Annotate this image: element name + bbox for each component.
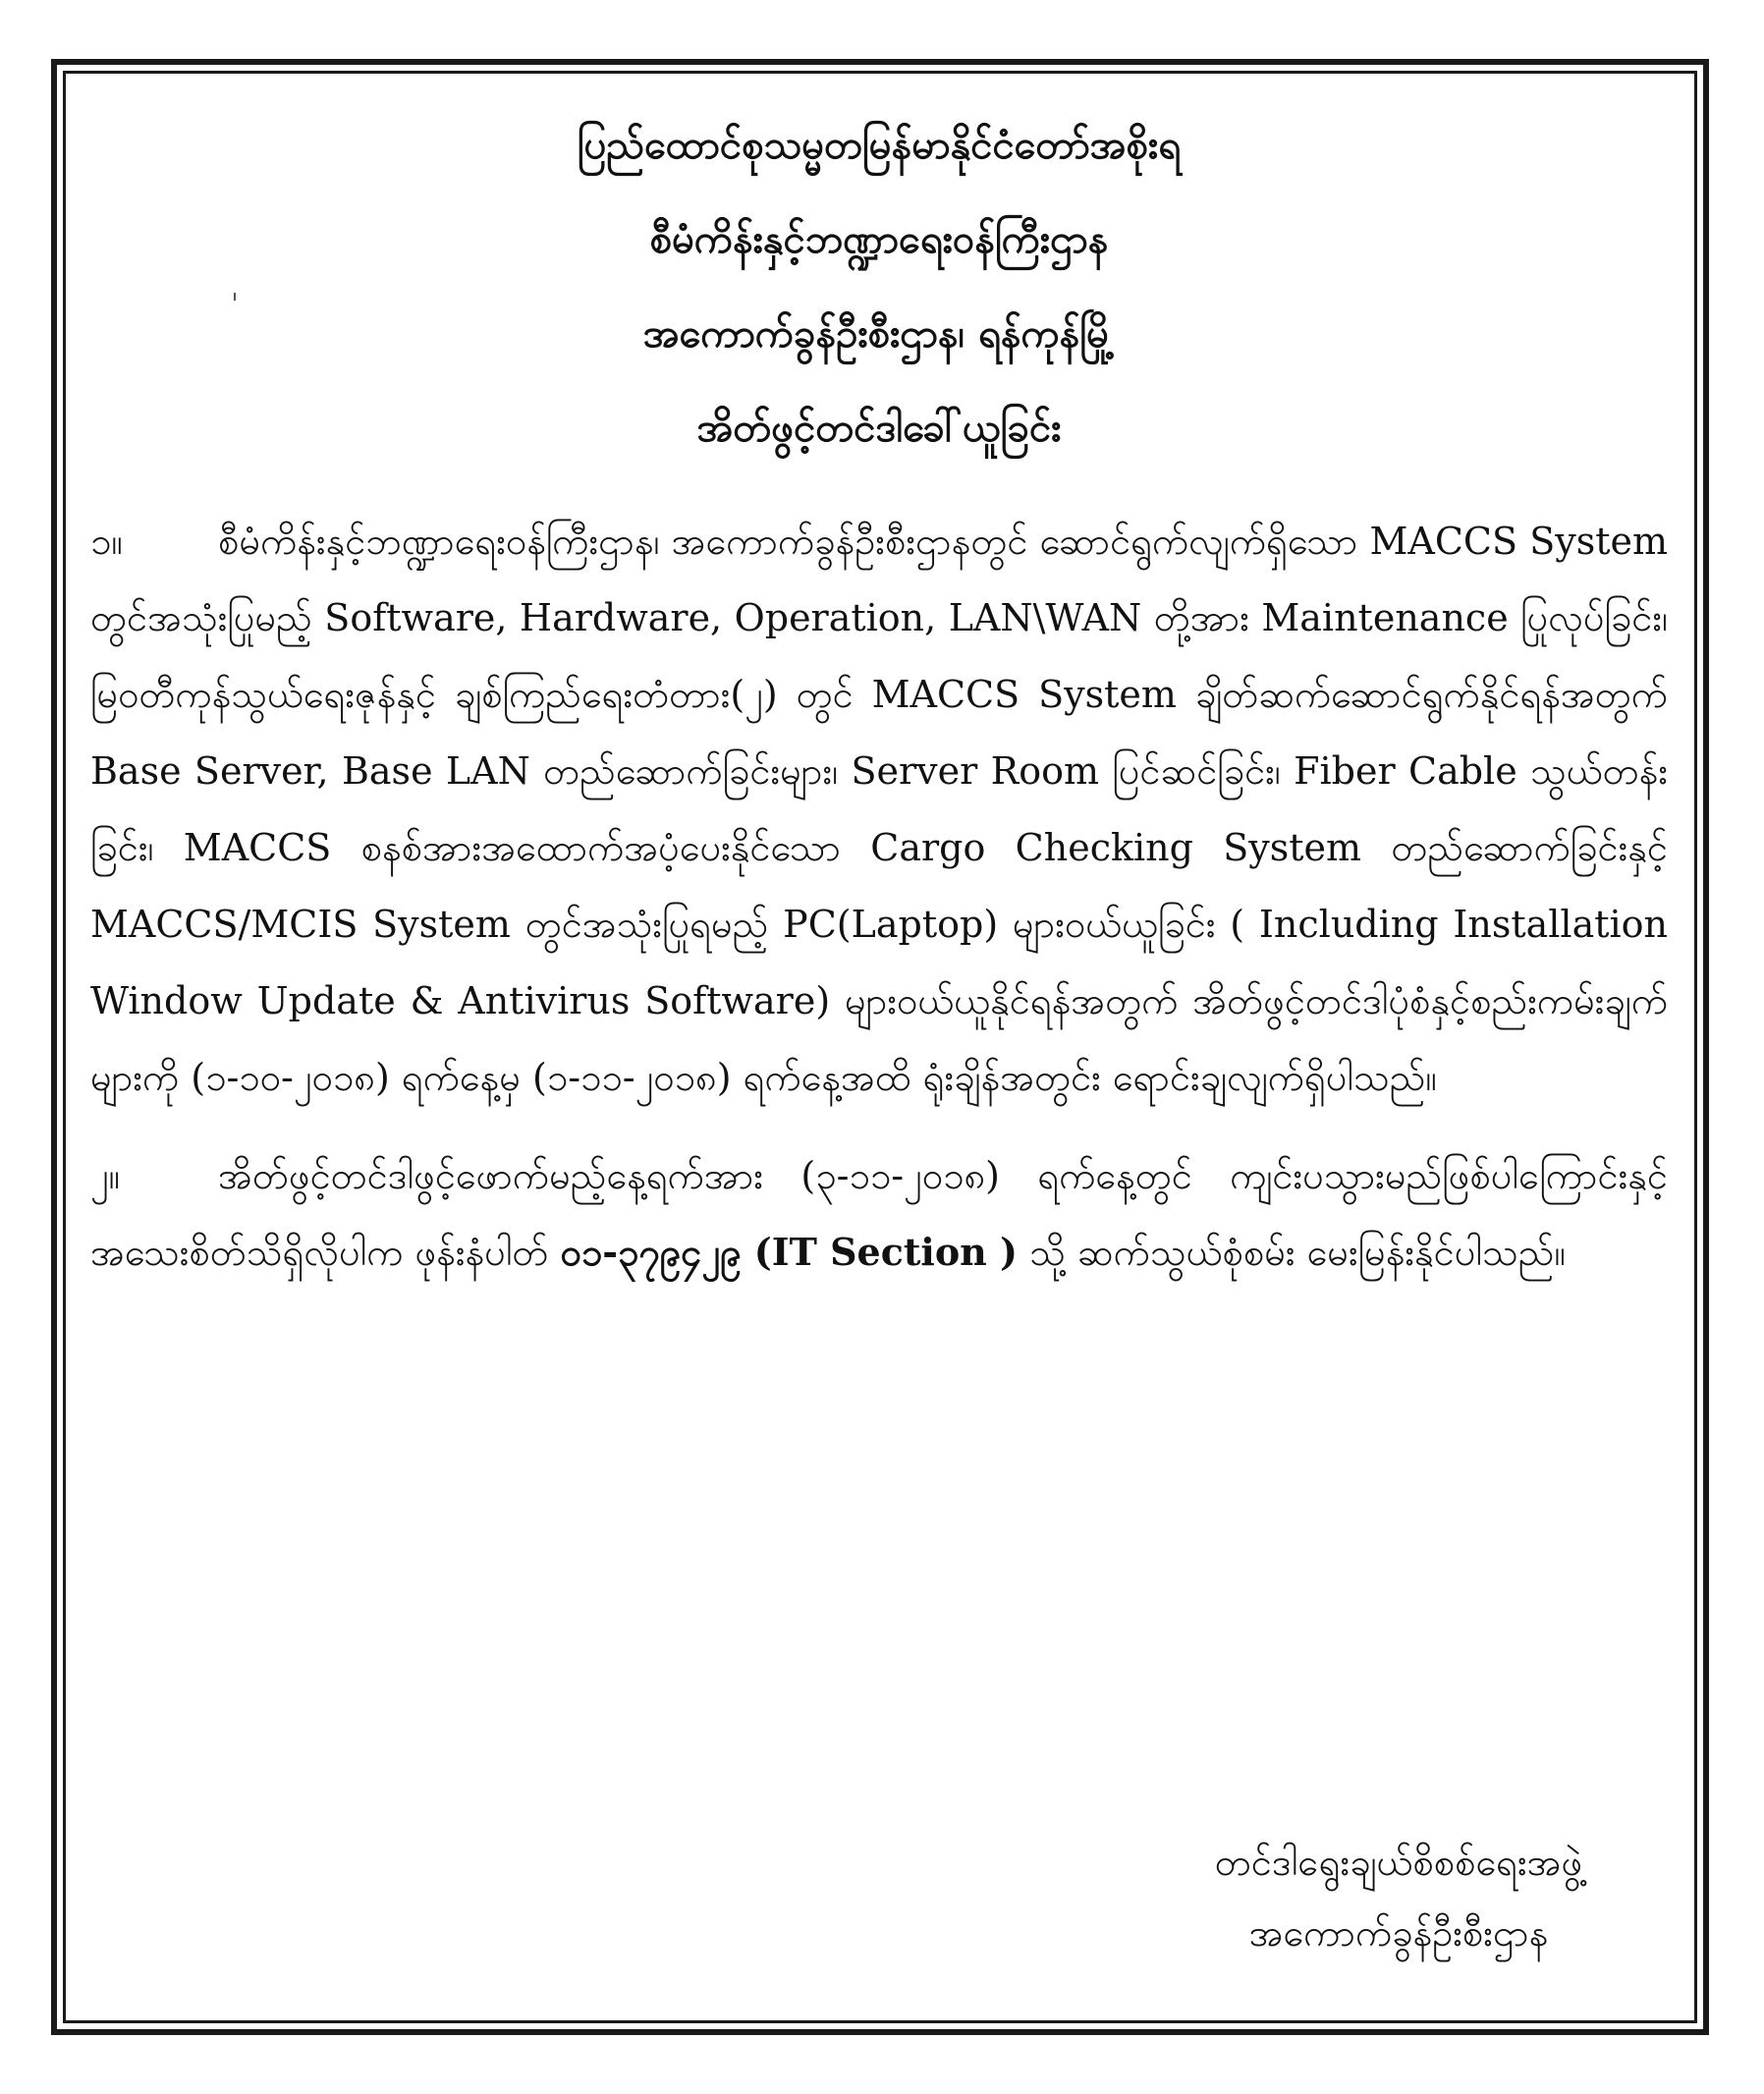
ministry-heading: စီမံကိန်းနှင့်ဘဏ္ဍာရေးဝန်ကြီးဌာန xyxy=(649,216,1109,262)
paragraph-2-text-after: သို့ ဆက်သွယ်စုံစမ်း မေးမြန်းနိုင်ပါသည်။ xyxy=(1029,1231,1566,1274)
department-heading: အကောက်ခွန်ဦးစီးဌာန၊ ရန်ကုန်မြို့ xyxy=(642,310,1116,357)
signature-block xyxy=(1124,1827,1674,1968)
paragraph-1-text: စီမံကိန်းနှင့်ဘဏ္ဍာရေးဝန်ကြီးဌာန၊ အကောက်ခွန်ဦးစီးဌာနတွင် ဆောင်ရွက်လျက်ရှိသော MACCS System တွင်အသုံးပြုမည့် Software, Hardware, Operation, LAN\WAN တို့အား Maintenance ပြုလုပ်ခြင်း၊ မြဝတီကုန်သွယ်ရေးဇုန်နှင့် ချစ်ကြည်ရေးတံတား(၂) တွင် MACCS System ချိတ်ဆက်ဆောင်ရွက်နိုင်ရန်အတွက် Base Server, Base LAN တည်ဆောက်ခြင်းများ၊ Server Room ပြင်ဆင်ခြင်း၊ Fiber Cable သွယ်တန်းခြင်း၊ MACCS စနစ်အားအထောက်အပံ့ပေးနိုင်သော Cargo Checking System တည်ဆောက်ခြင်းနှင့် MACCS/MCIS System တွင်အသုံးပြုရမည့် PC(Laptop) များဝယ်ယူခြင်း ( Including Installation Window Update & Antivirus Software) များဝယ်ယူနိုင်ရန်အတွက် အိတ်ဖွင့်တင်ဒါပုံစံနှင့်စည်းကမ်းချက်များကို (၁-၁၀-၂၀၁၈) ရက်နေ့မှ (၁-၁၁-၂၀၁၈) ရက်နေ့အထိ ရုံးချိန်အတွင်း ရောင်းချလျက်ရှိပါသည်။ xyxy=(90,520,1668,1099)
paragraph-2 xyxy=(90,1137,1668,1291)
paragraph-2-number: ၂။ xyxy=(90,1154,121,1197)
paragraph-2-text-before: အိတ်ဖွင့်တင်ဒါဖွင့်ဖောက်မည့်နေ့ရက်အား (၃-၁၁-၂၀၁၈) ရက်နေ့တွင် ကျင်းပသွားမည်ဖြစ်ပါကြောင်းနှင့် အသေးစိတ်သိရှိလိုပါက ဖုန်းနံပါတ် xyxy=(90,1154,1668,1274)
signature-committee: တင်ဒါရွေးချယ်စိစစ်ရေးအဖွဲ့ xyxy=(1214,1841,1583,1884)
government-heading: ပြည်ထောင်စုသမ္မတမြန်မာနိုင်ငံတော်အစိုးရ xyxy=(577,122,1182,168)
document-body xyxy=(90,118,1668,1312)
notice-title: အိတ်ဖွင့်တင်ဒါခေါ်ယူခြင်း xyxy=(696,405,1062,451)
paragraph-1-number: ၁။ xyxy=(90,520,123,563)
signature-department: အကောက်ခွန်ဦးစီးဌာန xyxy=(1248,1911,1549,1955)
contact-phone: ၀၁-၃၇၉၄၂၉ (IT Section ) xyxy=(560,1230,1018,1274)
paragraph-1 xyxy=(90,503,1668,1116)
